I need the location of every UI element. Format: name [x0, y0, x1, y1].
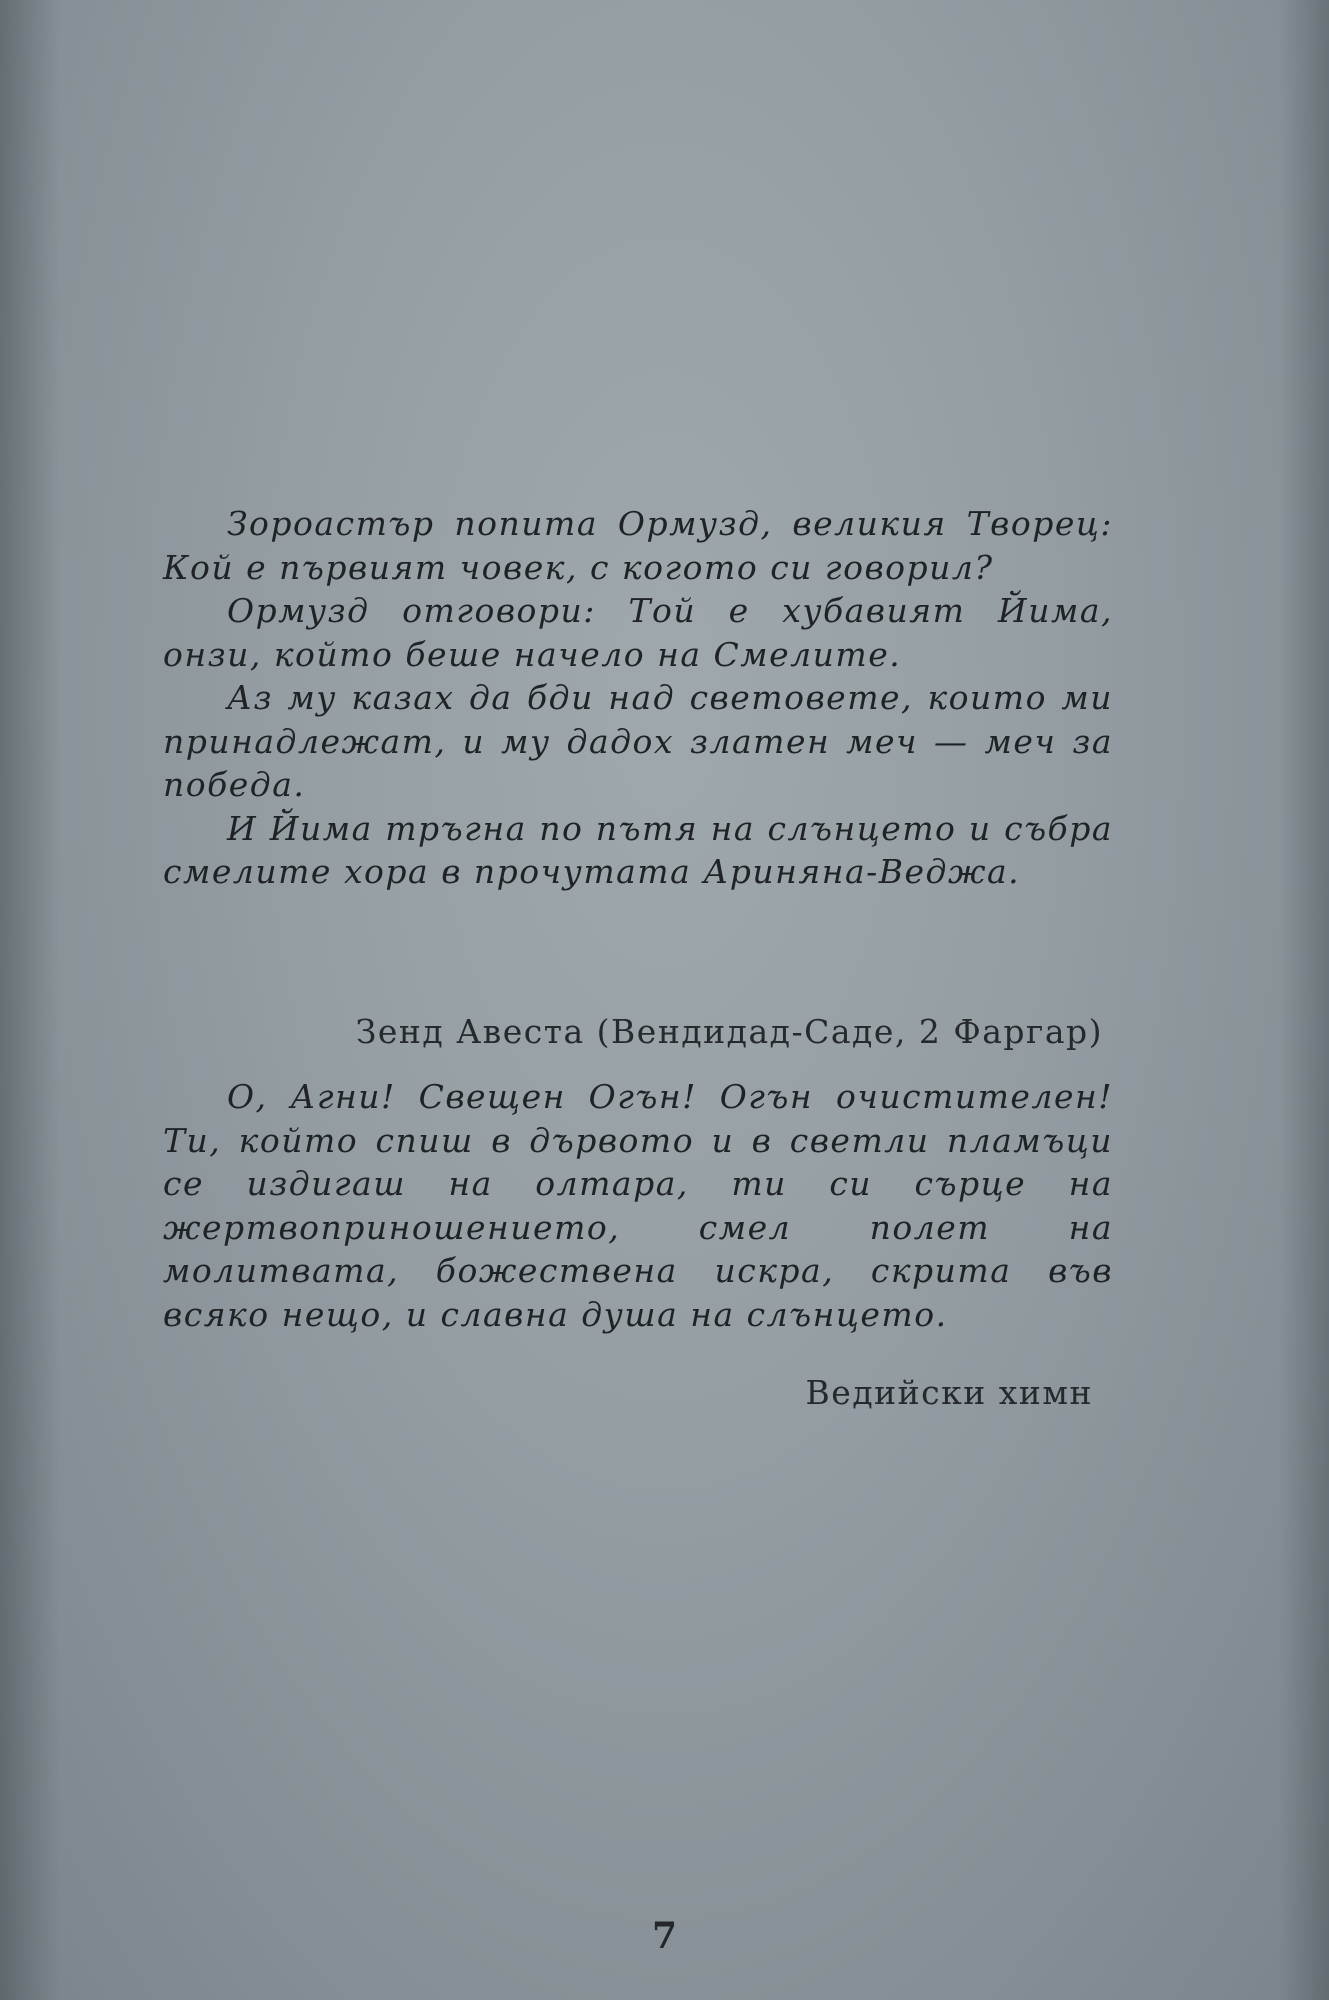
- epigraph-paragraph: Ормузд отговори: Той е хубавият Йима, онзи, който беше начело на Смелите.: [163, 591, 1113, 674]
- epigraph-paragraph: Аз му казах да бди над световете, които ми принадлежат, и му дадох златен меч — меч за победа.: [163, 678, 1113, 804]
- page-shadow-right: [1279, 0, 1329, 2000]
- epigraph-vedic-hymn: [163, 1075, 1113, 1336]
- page-number: 7: [651, 1915, 678, 1957]
- epigraph-source-vedic-hymn: Ведийски химн: [805, 1373, 1093, 1412]
- epigraph-paragraph: И Йима тръгна по пътя на слънцето и събра смелите хора в прочутата Ариняна-Веджа.: [163, 808, 1113, 891]
- epigraph-zend-avesta: [163, 502, 1113, 894]
- epigraph-source-zend-avesta: Зенд Авеста (Вендидад-Саде, 2 Фаргар): [355, 1012, 1103, 1051]
- epigraph-paragraph: Зороастър попита Ормузд, великия Творец: Кой е първият човек, с когото си говорил?: [163, 504, 1113, 587]
- epigraph-paragraph: О, Агни! Свещен Огън! Огън очистителен! Ти, който спиш в дървото и в светли пламъци се издигаш на олтара, ти си сърце на жертвоприношението, смел полет на молитвата, божествена искра, скрита във всяко нещо, и славна душа на слънцето.: [163, 1077, 1113, 1334]
- page-shadow-left: [0, 0, 60, 2000]
